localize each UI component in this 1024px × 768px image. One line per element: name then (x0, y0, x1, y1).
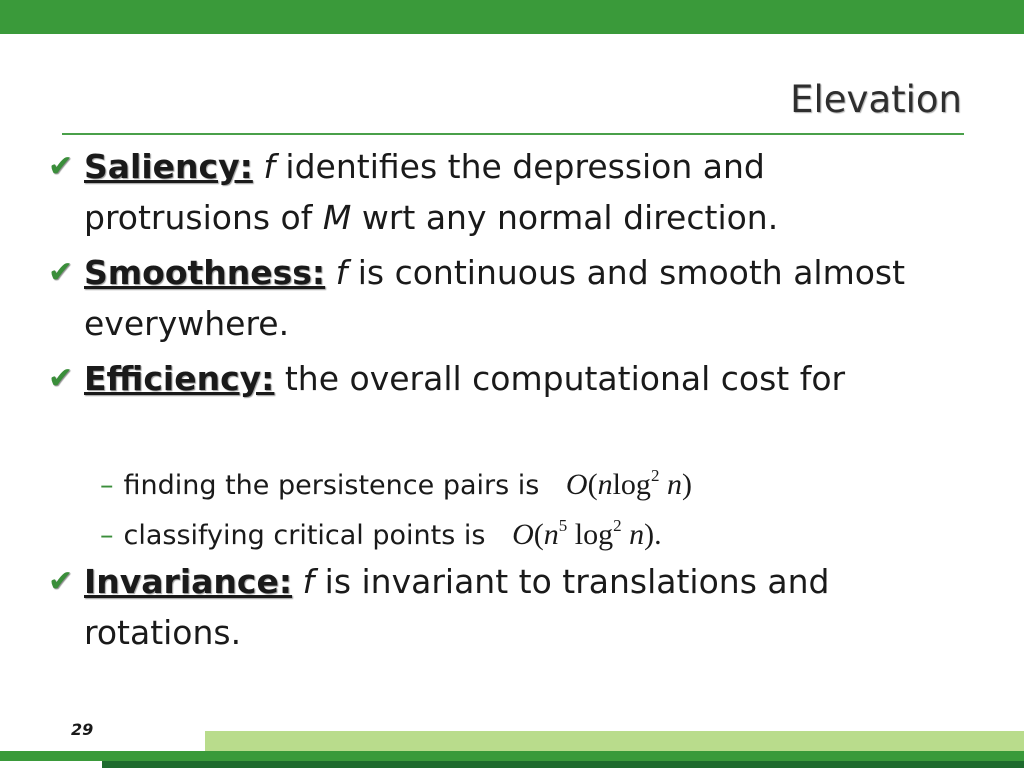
bullet-text: identifies the depression and protrusions of (84, 147, 765, 237)
bullet-term: Saliency: (84, 147, 253, 186)
function-var: f (302, 562, 315, 601)
sub-bullet-text: finding the persistence pairs is (123, 470, 540, 501)
paren: ). (644, 518, 662, 551)
exponent: 2 (650, 466, 660, 485)
bullet-invariance (48, 556, 924, 658)
dash-icon: – (100, 470, 114, 501)
big-o-symbol: O (565, 468, 588, 501)
footer-dark-bar (102, 761, 1024, 768)
footer-light-bar (205, 731, 1024, 751)
mesh-var: M (322, 198, 352, 237)
dash-icon: – (100, 520, 114, 551)
sub-bullet-text: classifying critical points is (123, 520, 486, 551)
paren: ( (587, 468, 598, 501)
n-var: n (543, 518, 559, 551)
n-var: n (597, 468, 613, 501)
complexity-formula (512, 518, 662, 551)
page-number: 29 (71, 720, 94, 739)
checkmark-icon: ✔ (48, 149, 74, 184)
bullet-text: the overall computational cost for (274, 359, 846, 398)
n-var: n (666, 468, 682, 501)
exponent: 2 (613, 516, 622, 535)
big-o-symbol: O (512, 518, 534, 551)
paren: ( (533, 518, 544, 551)
function-var: f (263, 147, 275, 186)
bullet-saliency (48, 141, 924, 243)
bullet-term: Efficiency: (84, 359, 275, 398)
log-func: log (574, 518, 614, 551)
bullet-smoothness (48, 247, 924, 349)
paren: ) (681, 468, 692, 501)
exponent: 5 (558, 516, 568, 535)
bullet-efficiency (48, 353, 924, 404)
sub-bullet-persistence (100, 456, 692, 506)
n-var: n (629, 518, 645, 551)
slide-title: Elevation (790, 78, 962, 121)
bullet-term: Invariance: (84, 562, 293, 601)
bullet-text: is continuous and smooth almost everywhere. (84, 253, 906, 343)
bullet-text: wrt any normal direction. (351, 198, 779, 237)
function-var: f (335, 253, 348, 292)
checkmark-icon: ✔ (48, 564, 74, 599)
checkmark-icon: ✔ (48, 255, 74, 290)
bullet-term: Smoothness: (84, 253, 326, 292)
checkmark-icon: ✔ (48, 361, 74, 396)
complexity-formula (566, 468, 692, 501)
bullet-text: is invariant to translations and rotations. (84, 562, 830, 652)
sub-bullet-classifying (100, 506, 662, 556)
log-func: log (612, 468, 651, 501)
footer-green-bar (0, 751, 1024, 761)
